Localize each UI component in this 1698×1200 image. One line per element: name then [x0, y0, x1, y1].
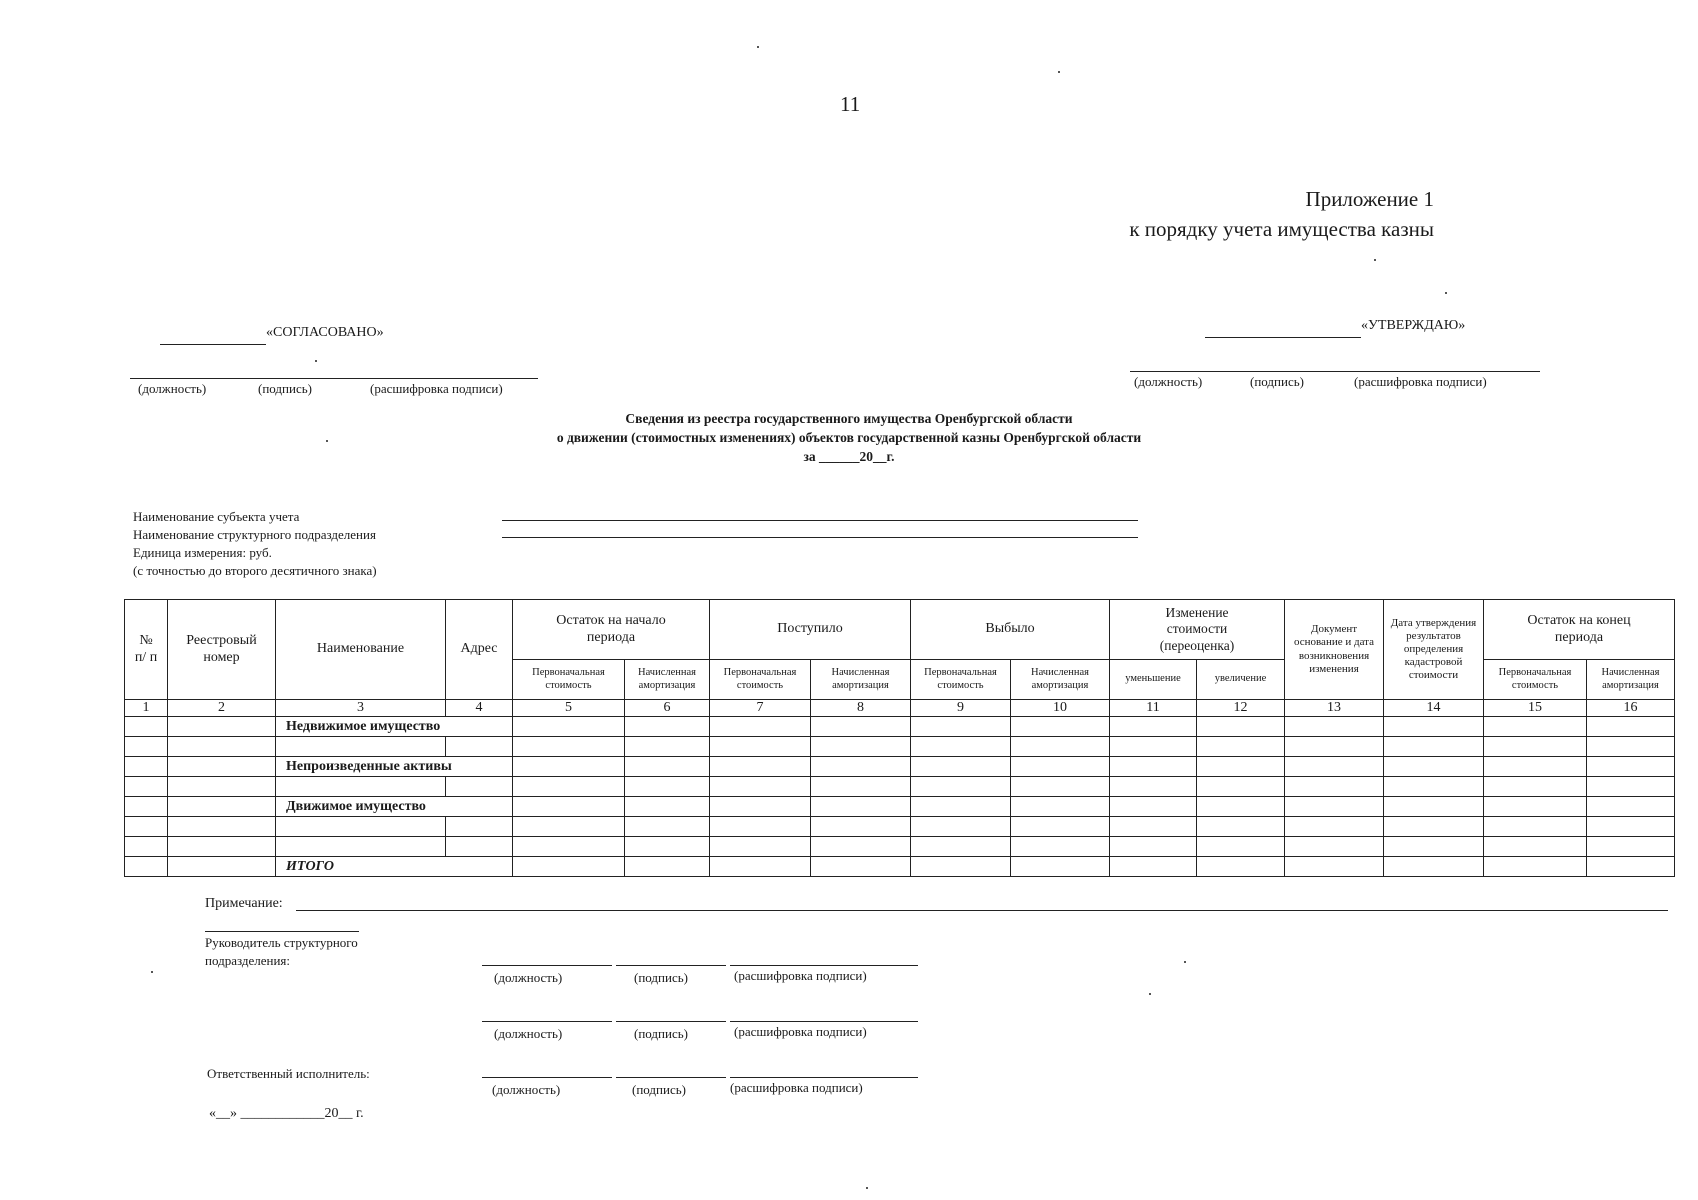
header-start-balance: Остаток на начало периода — [513, 600, 710, 660]
col-number-4: 4 — [446, 700, 513, 717]
agreed-signature-line — [160, 344, 266, 345]
meta-subject-line — [502, 520, 1138, 521]
sig3-decode: (расшифровка подписи) — [730, 1080, 863, 1095]
appendix-subtitle: к порядку учета имущества казны — [1129, 217, 1434, 241]
head-label-overline — [205, 931, 359, 932]
sig2-line-position — [482, 1021, 612, 1022]
subheader-in-amort: Начисленная амортизация — [811, 660, 911, 700]
scan-speck — [757, 46, 759, 48]
approve-label: «УТВЕРЖДАЮ» — [1361, 318, 1466, 333]
col-number-6: 6 — [625, 700, 710, 717]
date-line: «__» ____________20__ г. — [209, 1106, 364, 1121]
sig2-line-decode — [730, 1021, 918, 1022]
table-row — [125, 737, 1675, 757]
sig3-line-decode — [730, 1077, 918, 1078]
agreed-sig-position: (должность) — [138, 381, 207, 396]
header-address: Адрес — [446, 600, 513, 700]
note-line — [296, 910, 1668, 911]
head-label-line1: Руководитель структурного — [205, 935, 358, 950]
subheader-increase: увеличение — [1197, 660, 1285, 700]
sig2-decode: (расшифровка подписи) — [734, 1024, 867, 1039]
col-number-8: 8 — [811, 700, 911, 717]
sig1-line-decode — [730, 965, 918, 966]
table-row — [125, 837, 1675, 857]
subheader-start-amort: Начисленная амортизация — [625, 660, 710, 700]
col-number-15: 15 — [1484, 700, 1587, 717]
col-number-10: 10 — [1011, 700, 1110, 717]
approve-signature-line — [1205, 337, 1361, 338]
header-document: Документ основание и дата возникновения изменения — [1285, 600, 1384, 700]
col-number-1: 1 — [125, 700, 168, 717]
subheader-in-initial: Первоначальная стоимость — [710, 660, 811, 700]
appendix-title: Приложение 1 — [1305, 187, 1434, 211]
agreed-sig-signature: (подпись) — [258, 381, 312, 396]
col-number-7: 7 — [710, 700, 811, 717]
col-number-13: 13 — [1285, 700, 1384, 717]
executor-label: Ответственный исполнитель: — [207, 1066, 370, 1081]
agreed-sig-decode: (расшифровка подписи) — [370, 381, 503, 396]
header-received: Поступило — [710, 600, 911, 660]
scan-speck — [315, 360, 317, 362]
note-label: Примечание: — [205, 896, 283, 911]
scan-speck — [1374, 259, 1376, 261]
sig3-line-signature — [616, 1077, 726, 1078]
subheader-out-initial: Первоначальная стоимость — [911, 660, 1011, 700]
sig3-line-position — [482, 1077, 612, 1078]
sig1-signature: (подпись) — [634, 970, 688, 985]
section-nonproduced-assets: Непроизведенные активы — [276, 757, 513, 777]
scan-speck — [1058, 71, 1060, 73]
meta-division: Наименование структурного подразделения — [133, 527, 376, 542]
header-disposed: Выбыло — [911, 600, 1110, 660]
sig2-line-signature — [616, 1021, 726, 1022]
meta-precision: (с точностью до второго десятичного знака) — [133, 563, 377, 578]
header-number: № п/ п — [125, 600, 168, 700]
head-label-line2: подразделения: — [205, 953, 291, 968]
col-number-14: 14 — [1384, 700, 1484, 717]
header-end-balance: Остаток на конец периода — [1484, 600, 1675, 660]
sig2-signature: (подпись) — [634, 1026, 688, 1041]
register-table — [124, 599, 1675, 877]
approve-sig-position: (должность) — [1134, 374, 1203, 389]
scan-speck — [866, 1187, 868, 1189]
table-row — [125, 777, 1675, 797]
meta-division-line — [502, 537, 1138, 538]
agreed-underline — [130, 378, 538, 379]
subheader-decrease: уменьшение — [1110, 660, 1197, 700]
page-number: 11 — [840, 92, 861, 116]
col-number-12: 12 — [1197, 700, 1285, 717]
document-title-period: за ______20__г. — [803, 449, 895, 464]
scan-speck — [1149, 993, 1151, 995]
section-movable-property: Движимое имущество — [276, 797, 513, 817]
col-number-5: 5 — [513, 700, 625, 717]
scan-speck — [1445, 292, 1447, 294]
subheader-out-amort: Начисленная амортизация — [1011, 660, 1110, 700]
sig1-decode: (расшифровка подписи) — [734, 968, 867, 983]
approve-sig-signature: (подпись) — [1250, 374, 1304, 389]
approve-underline — [1130, 371, 1540, 372]
scan-speck — [326, 440, 328, 442]
document-title-line2: о движении (стоимостных изменениях) объектов государственной казны Оренбургской области — [556, 430, 1142, 445]
subheader-end-amort: Начисленная амортизация — [1587, 660, 1675, 700]
total-row-label: ИТОГО — [276, 857, 513, 877]
sig1-line-position — [482, 965, 612, 966]
header-name: Наименование — [276, 600, 446, 700]
col-number-2: 2 — [168, 700, 276, 717]
header-value-change: Изменение стоимости (переоценка) — [1110, 600, 1285, 660]
sig3-signature: (подпись) — [632, 1082, 686, 1097]
col-number-16: 16 — [1587, 700, 1675, 717]
header-cadastral-date: Дата утверждения результатов определения кадастровой стоимости — [1384, 600, 1484, 700]
subheader-end-initial: Первоначальная стоимость — [1484, 660, 1587, 700]
scan-speck — [151, 971, 153, 973]
sig1-position: (должность) — [494, 970, 563, 985]
scan-speck — [1184, 961, 1186, 963]
col-number-11: 11 — [1110, 700, 1197, 717]
sig1-line-signature — [616, 965, 726, 966]
document-title-line1: Сведения из реестра государственного имущества Оренбургской области — [625, 411, 1073, 426]
sig3-position: (должность) — [492, 1082, 561, 1097]
col-number-3: 3 — [276, 700, 446, 717]
header-registry-number: Реестровый номер — [168, 600, 276, 700]
agreed-label: «СОГЛАСОВАНО» — [266, 325, 384, 340]
approve-sig-decode: (расшифровка подписи) — [1354, 374, 1487, 389]
meta-unit: Единица измерения: руб. — [133, 545, 272, 560]
subheader-start-initial: Первоначальная стоимость — [513, 660, 625, 700]
col-number-9: 9 — [911, 700, 1011, 717]
meta-subject: Наименование субъекта учета — [133, 509, 300, 524]
sig2-position: (должность) — [494, 1026, 563, 1041]
section-real-estate: Недвижимое имущество — [276, 717, 513, 737]
table-row — [125, 817, 1675, 837]
